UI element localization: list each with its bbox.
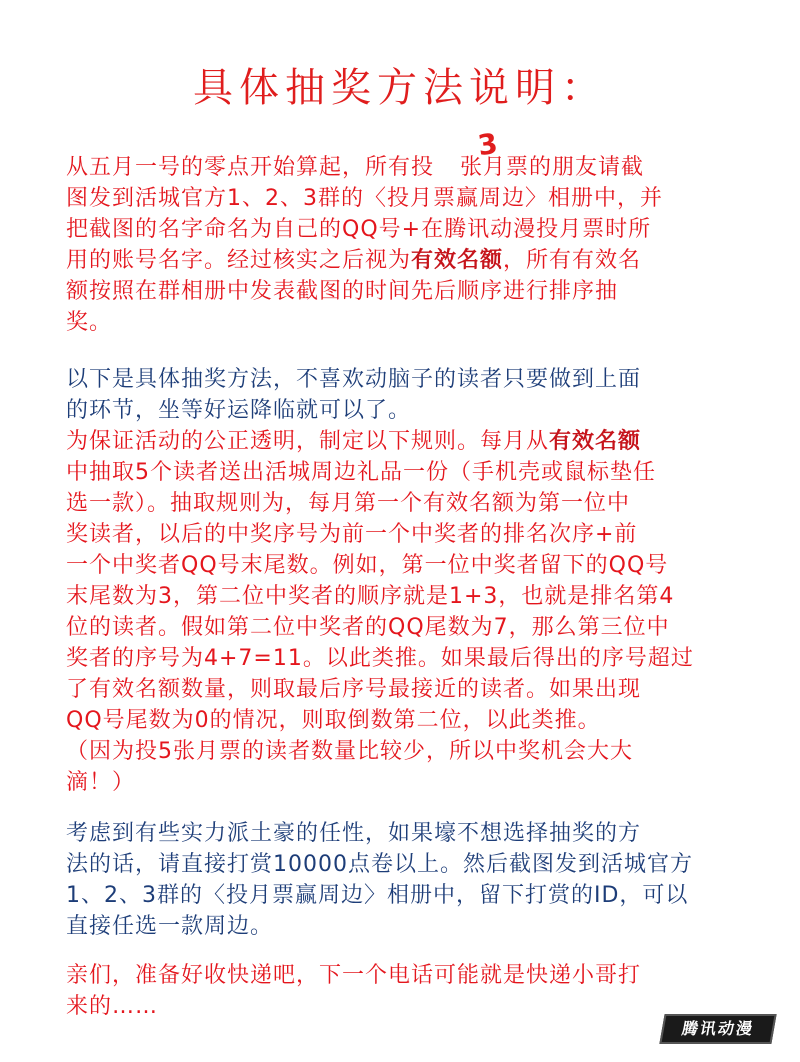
text-line: 张月票的朋友请截 — [460, 155, 645, 180]
highlight-valid-quota: 有效名额 — [549, 429, 642, 454]
text-line: 直接任选一款周边。 — [66, 914, 274, 939]
page-title: 具体抽奖方法说明： — [193, 65, 607, 111]
text-line: 奖。 — [66, 310, 113, 335]
text-line: QQ号尾数为0的情况，则取倒数第二位，以此类推。 — [66, 708, 601, 733]
text-line: 把截图的名字命名为自己的QQ号+在腾讯动漫投月票时所 — [66, 217, 652, 242]
text-line: 用的账号名字。经过核实之后视为 — [66, 248, 412, 273]
highlight-valid-quota: 有效名额 — [411, 248, 504, 273]
text-line: 为保证活动的公正透明，制定以下规则。每月从 — [66, 429, 550, 454]
text-line: 亲们，准备好收快递吧，下一个电话可能就是快递小哥打 — [66, 963, 642, 988]
text-line: ，所有有效名 — [503, 248, 642, 273]
text-line: 末尾数为3，第二位中奖者的顺序就是1+3，也就是排名第4 — [66, 584, 675, 609]
text-line: 奖读者，以后的中奖序号为前一个中奖者的排名次序+前 — [66, 522, 638, 547]
text-line: 奖者的序号为4+7=11。以此类推。如果最后得出的序号超过 — [66, 646, 694, 671]
correction-mark: 3 — [475, 126, 500, 163]
text-line: 法的话，请直接打赏10000点卷以上。然后截图发到活城官方 — [66, 852, 693, 877]
text-line: 一个中奖者QQ号末尾数。例如，第一位中奖者留下的QQ号 — [66, 553, 669, 578]
text-line: （因为投5张月票的读者数量比较少，所以中奖机会大大 — [66, 739, 633, 764]
paragraph-method-intro — [66, 364, 746, 426]
tencent-comics-logo: 腾讯动漫 — [659, 1014, 776, 1044]
paragraph-closing — [66, 960, 746, 1022]
text-line: 以下是具体抽奖方法，不喜欢动脑子的读者只要做到上面 — [66, 367, 642, 392]
text-line: 了有效名额数量，则取最后序号最接近的读者。如果出现 — [66, 677, 642, 702]
paragraph-reward-option — [66, 818, 746, 942]
text-line: 中抽取5个读者送出活城周边礼品一份（手机壳或鼠标垫任 — [66, 460, 656, 485]
paragraph-rules-intro — [66, 152, 746, 338]
text-line: 从五月一号的零点开始算起，所有投 — [66, 155, 435, 180]
text-line: 额按照在群相册中发表截图的时间先后顺序进行排序抽 — [66, 279, 619, 304]
paragraph-draw-rules — [66, 426, 746, 798]
text-line: 位的读者。假如第二位中奖者的QQ尾数为7，那么第三位中 — [66, 615, 670, 640]
text-line: 考虑到有些实力派土豪的任性，如果壕不想选择抽奖的方 — [66, 821, 642, 846]
text-line: 图发到活城官方1、2、3群的〈投月票赢周边〉相册中，并 — [66, 186, 663, 211]
text-line: 来的…… — [66, 994, 159, 1019]
text-line: 的环节，坐等好运降临就可以了。 — [66, 398, 412, 423]
text-line: 1、2、3群的〈投月票赢周边〉相册中，留下打赏的ID，可以 — [66, 883, 689, 908]
text-line: 选一款）。抽取规则为，每月第一个有效名额为第一位中 — [66, 491, 631, 516]
text-line: 滴！） — [66, 770, 136, 795]
